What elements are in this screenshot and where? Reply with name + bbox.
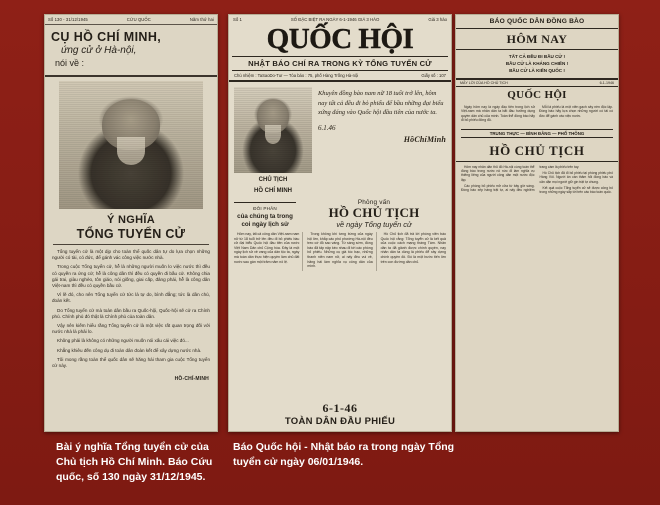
right-slogan: BẦU CỬ LÀ KHÁNG CHIẾN ! — [505, 61, 569, 66]
portrait-face-shape — [102, 99, 160, 150]
left-paragraph: Khẳng khiêu đến công dụ đi toàn dân đoàn kết để xây dựng nước nhà. — [57, 347, 202, 353]
center-column — [381, 232, 446, 271]
center-footer-slogan: TOÀN DÂN ĐẦU PHIẾU — [284, 416, 396, 427]
left-paragraph: Không phải là không có những người muốn nói xấu cái việc đó... — [57, 338, 189, 344]
left-masthead-center: CỨU QUỐC — [126, 17, 151, 22]
newspaper-clipping-left — [44, 14, 218, 432]
center-hero — [229, 82, 451, 197]
right-strip — [456, 80, 618, 87]
left-portrait-wrapper — [45, 77, 217, 212]
ho-chi-minh-portrait-left — [59, 81, 203, 209]
left-masthead-strip — [45, 15, 217, 25]
right-slogan: TẤT CẢ ĐỀU ĐI BẦU CỬ ! — [508, 54, 566, 59]
left-paragraph: Tổng tuyển cử là một dịp cho toàn thể quốc dân tự do lựa chọn những người có tài, có đức, để gánh vác công việc nước nhà. — [52, 249, 210, 261]
left-headline-line2: ứng cử ở Hà-nội, — [61, 45, 137, 56]
center-meta-left: Chủ nhiệm : TaSaoDo-Tur — Tòa báo : 75, phố Hàng Trống Hà-nội — [234, 73, 359, 78]
center-masthead-subtitle: NHẬT BÁO CHÍ RA TRONG KỲ TỔNG TUYỂN CỬ — [232, 56, 448, 71]
right-body-columns — [456, 103, 618, 127]
right-paragraph: Hồ Chủ tịch đã đi bỏ phiếu tại phòng phiếu phố Hàng Vôi. Người ân cần thăm hỏi đồng bào và căn dặn mọi người giữ gìn trật tự chung. — [539, 170, 613, 184]
center-topbar-right: Giá 3 hào — [428, 17, 447, 22]
center-topbar-center: SỐ ĐẶC BIỆT RA NGÀY 6-1-1946 GIÁ 3 HÀO — [290, 17, 380, 22]
caption-center: Báo Quốc hội - Nhật báo ra trong ngày Tổng tuyển cử ngày 06/01/1946. — [233, 441, 455, 468]
right-heading-ho-chu-tich: HỒ CHỦ TỊCH — [456, 140, 618, 162]
handwriting-date: 6.1.46 — [318, 123, 336, 132]
left-signature: HỒ-CHÍ-MINH — [174, 376, 209, 383]
center-handwritten-message — [318, 87, 446, 195]
center-paragraph: Trong không khí tưng bừng của ngày hội lớn, khắp các phố phường Hà-nội đều treo cờ đỏ sao vàng. Từ sáng sớm, đồng bào đã tấp nập kéo nhau đi tới các phòng bỏ phiếu. Những cụ già tóc bạc, những thanh niên nam nữ, ai nấy đều vui vẻ, hăng hái làm nghĩa vụ công dân của mình. — [307, 232, 373, 269]
handwriting-text: Khuyên đồng bào nam nữ 18 tuổi trở lên, hôm nay tất cả đều đi bỏ phiếu để bầu những đại biểu xứng đáng vào Quốc hội đầu tiên của nước ta. — [318, 90, 444, 116]
portrait-beard-shape — [265, 125, 281, 144]
center-footer — [229, 401, 451, 427]
right-paragraph: Các phòng bỏ phiếu mở cửa từ bảy giờ sáng. Đồng bào xếp hàng trật tự, ai nấy đều nghiêm trang cầm lá phiếu trên tay. — [461, 164, 580, 193]
right-top-line: BÁO QUỐC DÂN ĐỒNG BÀO — [456, 15, 618, 29]
right-column — [539, 105, 613, 125]
newspaper-clipping-right — [455, 14, 619, 432]
right-strip-right: 6-1-1946 — [599, 81, 614, 85]
right-paragraph: Mỗi lá phiếu là một viên gạch xây nền độc lập. Đồng bào hãy lựa chọn những người có tài có đức để gánh vác việc nước. — [539, 105, 613, 118]
center-interview-subtitle: về ngày Tổng tuyển cử — [336, 220, 412, 229]
right-paragraph: Ngày hôm nay là ngày đầu tiên trong lịch sử Việt-nam mà nhân dân ta bắt đầu hưởng dụng quyền dân chủ của mình. Toàn thể đồng bào hãy đi bỏ phiếu đông đủ. — [461, 105, 535, 123]
center-portrait-caption-2: HỒ CHÍ MINH — [254, 188, 292, 194]
newspaper-clipping-center — [228, 14, 452, 432]
center-left-subhead-1: của chúng ta trong — [237, 213, 293, 220]
center-paragraph: Hồ Chủ tịch đã trả lời phóng viên báo Quốc hội rằng: Tổng tuyển cử là kết quả của cuộc cách mạng tháng Tám. Nhân dân ta đã giành được chính quyền, nay nhân dân ta dùng lá phiếu để xây dựng chính quyền đó. Đó là một bước tiến lớn trên con đường dân chủ. — [380, 232, 446, 264]
center-column — [234, 232, 303, 271]
left-paragraph: Tôi mong rằng toàn thể quốc dân sẽ hăng hái tham gia cuộc Tổng tuyển cử này. — [52, 356, 210, 369]
center-masthead-meta — [229, 73, 451, 82]
center-left-subhead — [234, 202, 296, 229]
center-interview-title: HỒ CHỦ TỊCH — [328, 205, 420, 220]
center-left-subhead-2: coi ngày lịch sử — [241, 221, 289, 228]
handwriting-signature: HồChíMinh — [403, 135, 446, 144]
center-portrait-caption-1: CHỦ TỊCH — [258, 177, 288, 183]
right-strip-left: MẤY LỜI CỦA HỒ CHỦ TỊCH — [460, 81, 508, 85]
center-paragraph: Hôm nay, tất cả công dân Việt-nam nam nữ từ 18 tuổi trở lên đều đi bỏ phiếu bầu cử đại biểu Quốc hội đầu tiên của nước Việt Nam Dân chủ Cộng hòa. Đây là một ngày lịch sử vẻ vang của dân tộc ta, ngày mà toàn dân thực hiện quyền làm chủ đất nước sau gần một trăm năm nô lệ. — [234, 232, 300, 264]
center-topbar-left: Số 1 — [233, 17, 242, 22]
center-portrait-block — [234, 87, 312, 195]
center-interview-heading — [302, 199, 446, 229]
center-article-columns — [229, 229, 451, 271]
right-column — [461, 105, 535, 125]
left-paragraph: Vì lẽ đó, cho nên Tổng tuyển cử tức là tự do, bình đẳng; tức là dân chủ, đoàn kết. — [52, 292, 210, 304]
left-divider — [53, 244, 209, 245]
center-meta-right: Giấy số : 107 — [421, 73, 446, 78]
right-paragraph: Hôm nay nhân dân thủ đô Hà-nội cùng toàn thể đồng bào trong nước nô nức đi làm nghĩa vụ thiêng liêng của người công dân một nước độc lập. — [461, 164, 535, 182]
right-heading-quoc-hoi: QUỐC HỘI — [507, 89, 567, 101]
left-headline-line1: CỤ HỒ CHÍ MINH, — [51, 30, 162, 44]
left-headline-line3: nói về : — [55, 58, 85, 68]
right-slogans — [456, 50, 618, 80]
portrait-face-shape — [257, 99, 288, 133]
left-masthead-right: Năm thứ hai — [189, 17, 214, 22]
left-subtitle-2: TỔNG TUYỂN CỬ — [76, 227, 186, 241]
left-paragraph: Do Tổng tuyển cử mà toàn dân bầu ra Quốc-hội, Quốc-hội sẽ cử ra Chính phủ. Chính phủ đó thật là Chính phủ của toàn dân. — [52, 307, 210, 319]
right-paragraph: Kết quả cuộc Tổng tuyển cử sẽ được công bố trong những ngày sắp tới trên các báo toàn quốc. — [539, 185, 613, 195]
center-masthead-title: QUỐC HỘI — [266, 23, 414, 55]
center-left-subhead-title: ĐÔI PHÂN — [253, 206, 277, 211]
left-paragraph: Vậy nên kiếm hiểu rằng Tổng tuyển cử là một việc rất quan trọng đối với nước nhà là phải lo. — [52, 323, 210, 335]
center-subheadings — [229, 197, 451, 229]
right-banner: HÔM NAY — [456, 29, 618, 50]
left-headline-block — [45, 25, 217, 77]
portrait-beard-shape — [117, 137, 146, 165]
right-highlight-box: TRUNG THỰC — BÌNH ĐẲNG — PHỔ THÔNG — [461, 129, 613, 138]
center-footer-date: 6-1-46 — [322, 401, 358, 415]
center-interview-label: Phỏng vấn — [357, 199, 391, 206]
left-masthead-left: Số 130 - 31/12/1945 — [48, 17, 88, 22]
center-column — [307, 232, 376, 271]
right-slogan: BẦU CỬ LÀ KIẾN QUỐC ! — [509, 68, 565, 73]
left-article-body — [45, 248, 217, 376]
left-subtitle-1: Ý NGHĨA — [107, 214, 155, 226]
ho-chi-minh-portrait-center — [234, 87, 312, 173]
left-paragraph: Trong cuộc Tổng tuyển cử, hễ là những người muốn lo việc nước thì đều có quyền ra ứng cử; hễ là công dân thì đều có quyền đi bầu cử. Không chia gái trai, giàu nghèo, tôn giáo, nòi giống, giai cấp, đảng phái, hễ là công dân Việt-nam thì đều có quyền bầu cử. — [52, 264, 210, 289]
right-lower-columns — [456, 162, 618, 198]
caption-left: Bài ý nghĩa Tổng tuyển cử của Chủ tịch Hồ Chí Minh. Báo Cứu quốc, số 130 ngày 31/12/1945. — [56, 441, 213, 483]
